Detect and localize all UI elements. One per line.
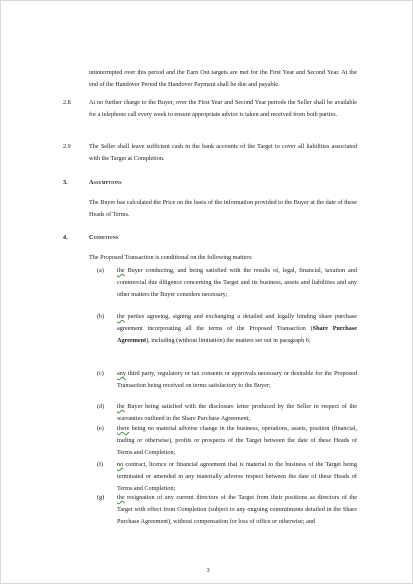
- spellcheck-word: the: [117, 267, 125, 274]
- section-heading: Assumptions: [89, 179, 122, 186]
- condition-label: (e): [97, 425, 104, 432]
- condition-label: (b): [97, 313, 105, 320]
- condition-body: third party, regulatory or tax consents or approvals necessary or desirable for the Proposed Transaction being received on terms satisfactory to the Buyer;: [117, 370, 357, 390]
- condition-body: ), including (without limitation) the matters set out in paragraph 6;: [146, 337, 311, 345]
- defined-term: Share Purchase Agreement: [117, 325, 357, 345]
- condition-body: Buyer conducting, and being satisfied with the results of, legal, financial, taxation and commercial due diligence concerning the Target and its business, assets and liabilities and any other matters the Buyer considers necessary;: [117, 267, 357, 299]
- page-content: [1, 1, 413, 585]
- clause-number: 2.9: [63, 143, 71, 150]
- condition-body: resignation of any current directors of the Target from their positions as directors of the Target with effect from Completion (subject to any ongoing commitments detailed in the Share Purchase Agreement), without compensation for loss of office or otherwise; and: [117, 494, 357, 526]
- condition-label: (d): [97, 403, 105, 410]
- condition-label: (g): [97, 494, 105, 501]
- condition-body: contract, licence or financial agreement that is material to the business of the Target being terminated or amended in any materially adverse respect between the date of these Heads of Terms and Completion;: [117, 461, 357, 493]
- condition-label: (a): [97, 267, 104, 274]
- condition-text: [117, 368, 357, 392]
- clause-text: At no further charge to the Buyer, over the First Year and Second Year periods the Seller shall be available for a telephone call every week to ensure appropriate advice is taken and received from both parties.: [89, 99, 357, 119]
- condition-text: [117, 492, 357, 529]
- spellcheck-word: there: [117, 425, 130, 432]
- condition-body: parties agreeing, signing and exchanging a detailed and legally binding share purchase agreement incorporating all the terms of the Proposed Transaction (: [117, 313, 357, 333]
- spellcheck-word: the: [117, 313, 125, 320]
- clause-number: 2.8: [63, 99, 71, 106]
- section-intro: The Proposed Transaction is conditional on the following matters:: [89, 254, 253, 261]
- spellcheck-word: the: [117, 494, 125, 501]
- spellcheck-word: no: [117, 461, 124, 468]
- condition-text: [117, 459, 357, 496]
- section-text: The Buyer has calculated the Price on the basis of the information provided to the Buyer at the date of these Heads of Terms.: [89, 199, 357, 219]
- intro-continuation: uninterrupted over this period and the Earn Out targets are met for the First Year and Second Year. At the end of the Handover Period the Handover Payment shall be due and payable.: [89, 69, 357, 89]
- clause-text: The Seller shall leave sufficient cash in the bank accounts of the Target to cover all liabilities associated with the Target at Completion.: [89, 143, 357, 163]
- condition-label: (c): [97, 370, 104, 377]
- condition-text: [117, 423, 357, 460]
- page-number: 3: [206, 567, 210, 574]
- spellcheck-word: any: [117, 370, 126, 377]
- condition-body: Buyer being satisfied with the disclosure letter produced by the Seller in respect of the warranties outlined in the Share Purchase Agreement;: [117, 403, 357, 423]
- section-number: 4.: [63, 234, 68, 241]
- condition-text: [117, 311, 357, 348]
- condition-label: (f): [97, 461, 104, 468]
- condition-body: being no material adverse change in the business, operations, assets, position (financial, trading or otherwise), profits or prospects of the Target between the date of these Heads of Terms and Completion;: [117, 425, 357, 457]
- section-number: 3.: [63, 179, 68, 186]
- condition-text: [117, 401, 357, 425]
- condition-text: [117, 265, 357, 302]
- section-heading: Conditions: [89, 234, 119, 241]
- spellcheck-word: the: [117, 403, 125, 410]
